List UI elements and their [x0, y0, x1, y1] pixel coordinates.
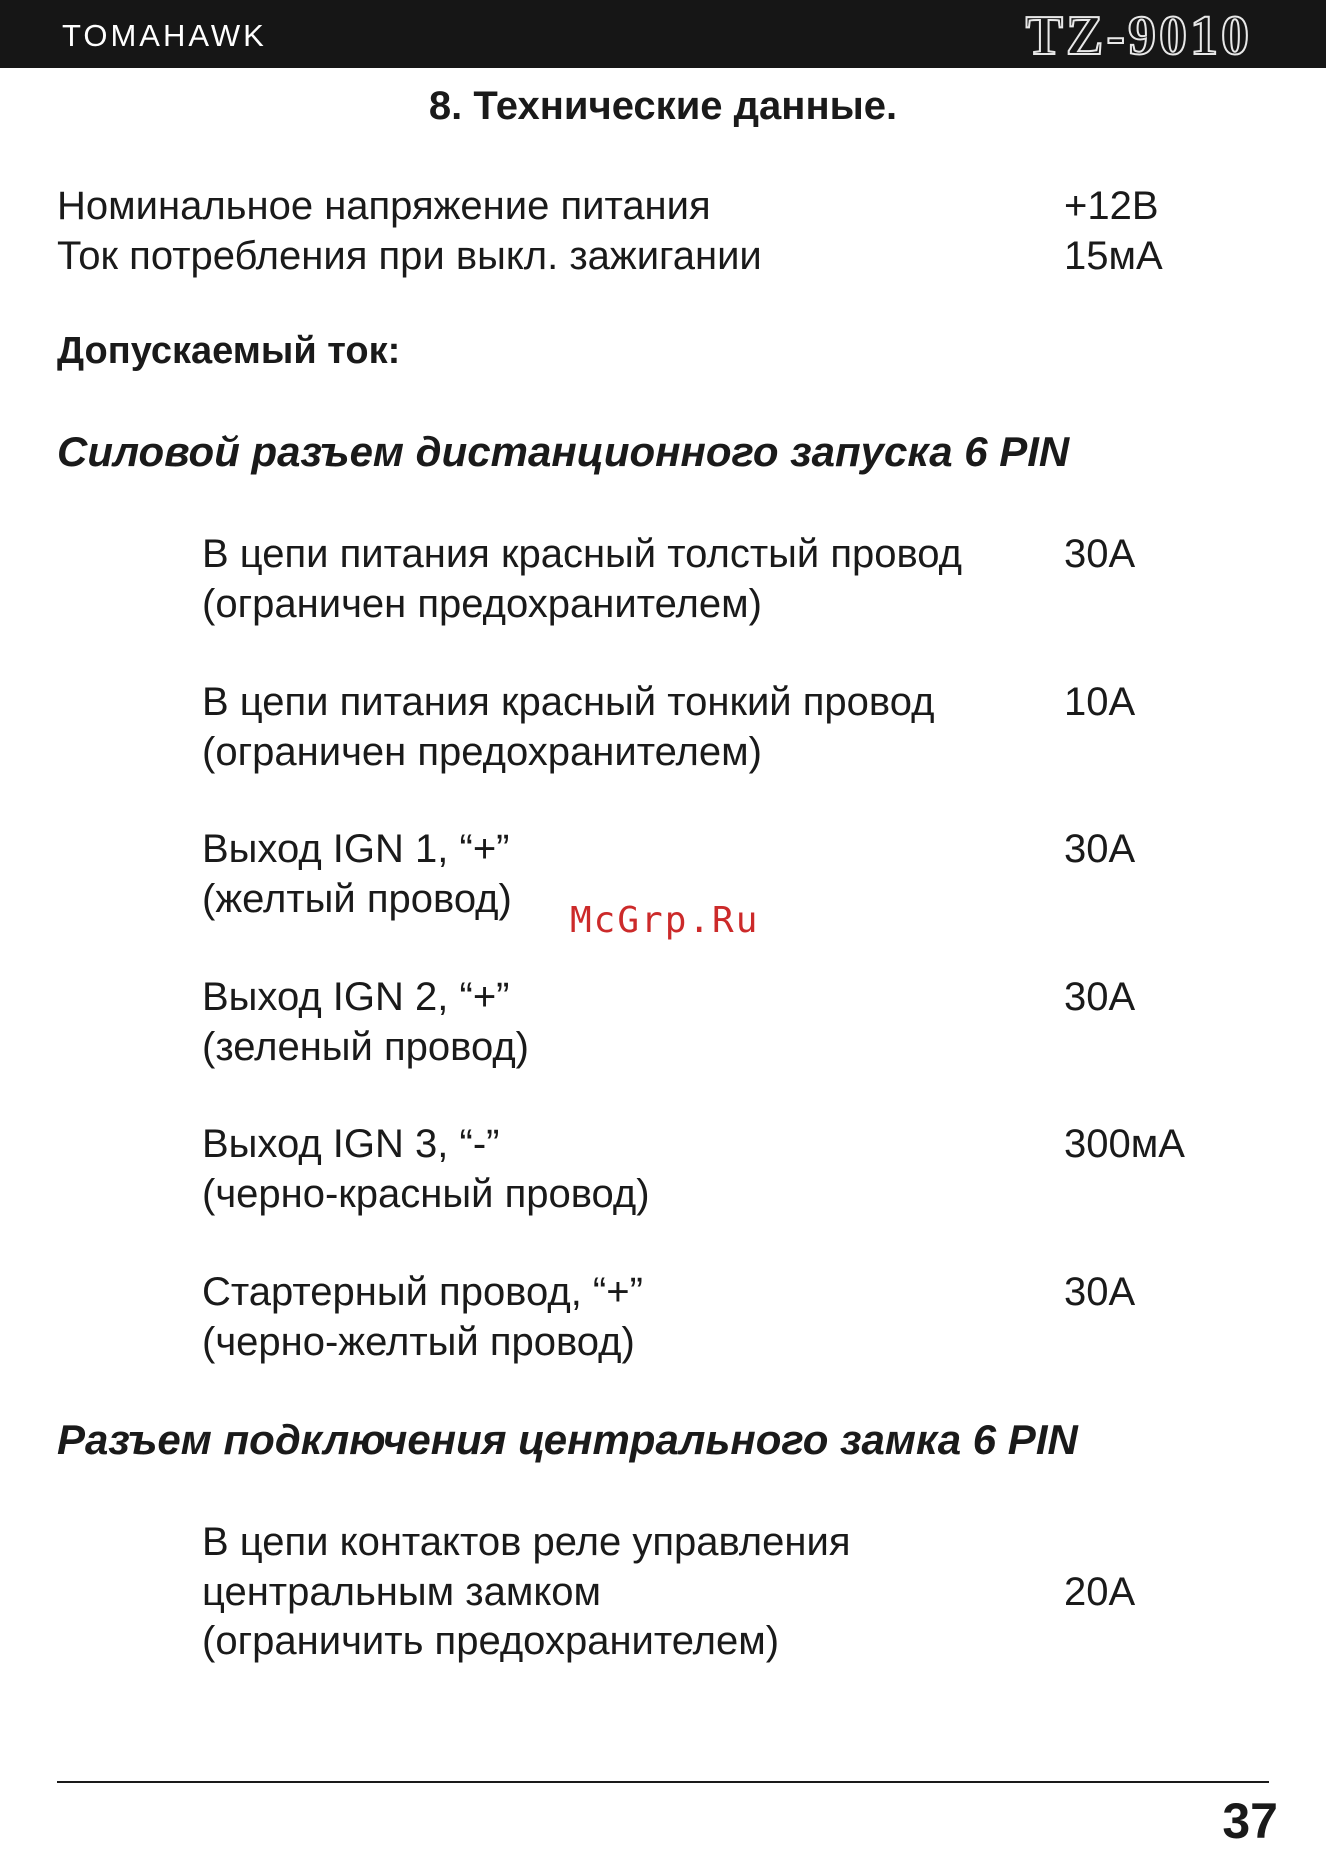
lock-item-value: 20А — [1064, 1570, 1136, 1614]
power-item-6-line2: (черно-желтый провод) — [202, 1320, 635, 1364]
spec-value-voltage: +12В — [1064, 184, 1159, 228]
power-item-2-line1: В цепи питания красный тонкий провод — [202, 680, 935, 724]
power-item-1-value: 30А — [1064, 532, 1136, 576]
spec-label-voltage: Номинальное напряжение питания — [57, 184, 711, 228]
lock-item-line1: В цепи контактов реле управления — [202, 1520, 851, 1564]
lock-connector-title: Разъем подключения центрального замка 6 PIN — [57, 1416, 1078, 1463]
power-item-5-value: 300мА — [1064, 1122, 1185, 1166]
power-item-5-line1: Выход IGN 3, “-” — [202, 1122, 500, 1166]
power-item-2-value: 10А — [1064, 680, 1136, 724]
power-item-3-value: 30А — [1064, 827, 1136, 871]
power-item-5-line2: (черно-красный провод) — [202, 1172, 650, 1216]
brand-name: TOMAHAWK — [62, 18, 267, 53]
power-item-4-line1: Выход IGN 2, “+” — [202, 975, 510, 1019]
spec-value-current: 15мА — [1064, 234, 1163, 278]
lock-item-line2: центральным замком — [202, 1570, 602, 1614]
power-item-1-line2: (ограничен предохранителем) — [202, 582, 762, 626]
power-item-2-line2: (ограничен предохранителем) — [202, 730, 762, 774]
power-item-1-line1: В цепи питания красный толстый провод — [202, 532, 962, 576]
power-connector-title: Силовой разъем дистанционного запуска 6 PIN — [57, 428, 1070, 475]
power-item-4-value: 30А — [1064, 975, 1136, 1019]
page-title: 8. Технические данные. — [428, 84, 898, 128]
spec-label-current: Ток потребления при выкл. зажигании — [57, 234, 762, 278]
header-bar — [0, 0, 1326, 68]
allowed-current-heading: Допускаемый ток: — [57, 330, 401, 372]
page-number: 37 — [1222, 1793, 1278, 1849]
watermark: McGrp.Ru — [570, 900, 760, 941]
footer-divider — [57, 1781, 1269, 1783]
power-item-6-line1: Стартерный провод, “+” — [202, 1270, 643, 1314]
power-item-3-line1: Выход IGN 1, “+” — [202, 827, 510, 871]
power-item-3-line2: (желтый провод) — [202, 877, 512, 921]
model-name: TZ-9010 — [1025, 5, 1252, 67]
power-item-6-value: 30А — [1064, 1270, 1136, 1314]
lock-item-line3: (ограничить предохранителем) — [202, 1619, 780, 1663]
power-item-4-line2: (зеленый провод) — [202, 1025, 529, 1069]
